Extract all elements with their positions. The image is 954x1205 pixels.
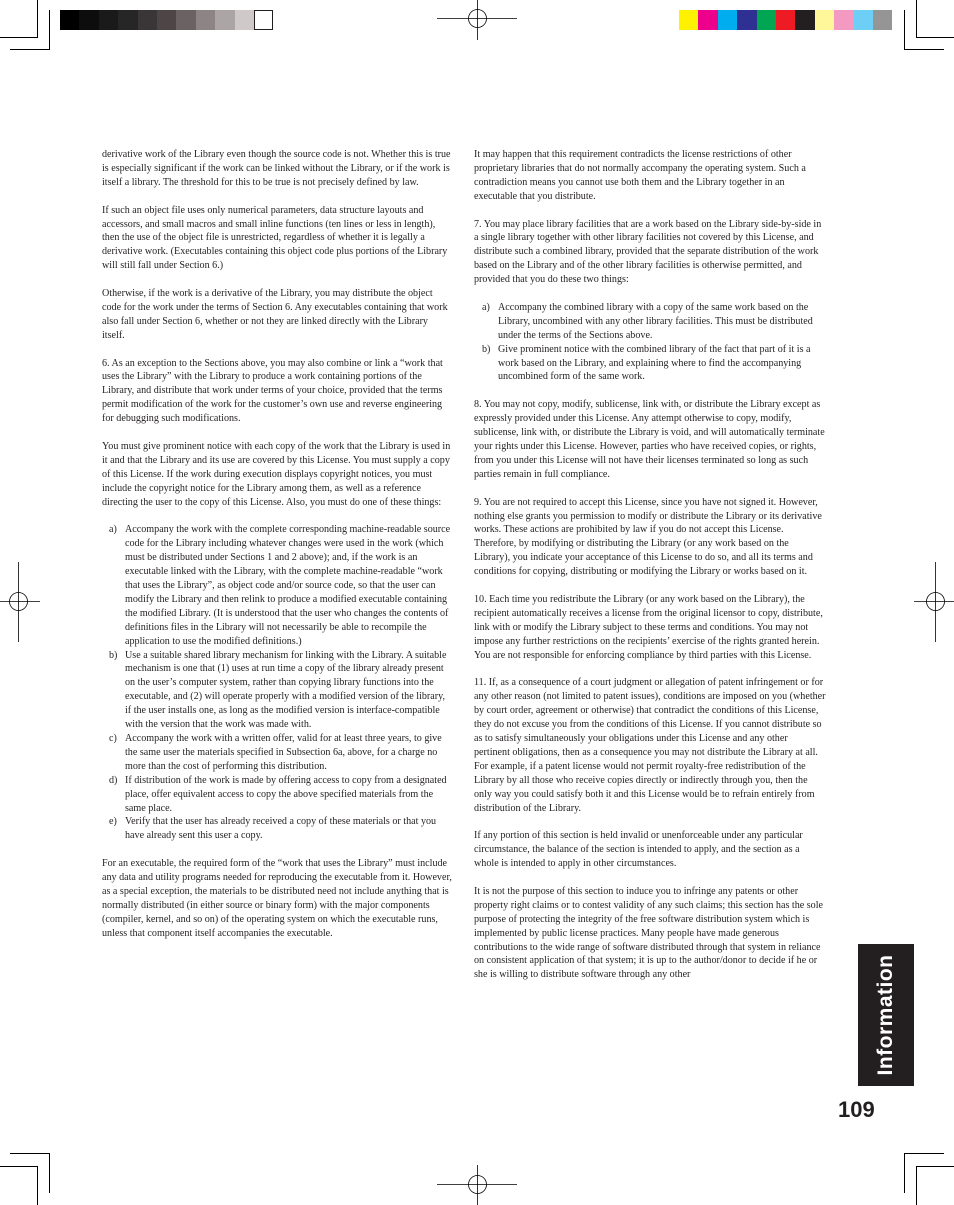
list-item — [109, 649, 452, 732]
crop-mark — [0, 37, 38, 38]
list-item — [109, 523, 452, 648]
list-item-text: Verify that the user has already received a copy of these materials or that you have already sent this user a copy. — [125, 816, 437, 842]
option-list — [474, 301, 826, 384]
paragraph: It is not the purpose of this section to induce you to infringe any patents or other property right claims or to contest validity of any such claims; this section has the sole purpose of protecting the integrity of the free software distribution system which is implemented by public license practices. Many people have made generous contributions to the wide range of software distributed through that system in reliance on consistent application of that system; it is up to the author/donor to decide if he or she is willing to distribute software through any other — [474, 885, 824, 981]
color-swatch — [795, 10, 814, 30]
crop-mark — [0, 1166, 38, 1167]
paragraph: Otherwise, if the work is a derivative of the Library, you may distribute the object code for the work under the terms of Section 6. Any executables containing that work also fall under Section 6, whether or not they are linked directly with the Library itself. — [102, 288, 448, 341]
paragraph: It may happen that this requirement contradicts the license restrictions of other proprietary libraries that do not normally accompany the operating system. Such a contradiction means you cannot use both them and the Library together in an executable that you distribute. — [474, 149, 806, 202]
color-swatch — [757, 10, 776, 30]
color-swatch — [698, 10, 717, 30]
color-calibration-bar — [679, 10, 892, 30]
grayscale-calibration-bar — [60, 10, 273, 30]
list-item-text: Accompany the work with a written offer, valid for at least three years, to give the same user the materials specified in Subsection 6a, above, for a charge no more than the cost of performing this distribution. — [125, 732, 442, 772]
paragraph: You must give prominent notice with each copy of the work that the Library is used in it and that the Library and its use are covered by this License. You must supply a copy of this License. If the work during execution displays copyright notices, you must include the copyright notice for the Library among them, as well as a reference directing the user to the copy of this License. Also, you must do one of these things: — [102, 440, 451, 508]
crop-mark — [10, 1153, 50, 1154]
color-swatch — [99, 10, 118, 30]
list-marker: a) — [482, 301, 490, 313]
list-item-text: Accompany the combined library with a copy of the same work based on the Library, uncombined with any other library facilities. This must be distributed under the terms of the Sections above. — [498, 301, 813, 341]
color-swatch — [873, 10, 892, 30]
paragraph: derivative work of the Library even though the source code is not. Whether this is true is especially significant if the work can be linked without the Library, or if the work is itself a library. The threshold for this to be true is not precisely defined by law. — [102, 149, 451, 188]
list-marker: b) — [482, 343, 491, 355]
list-item — [482, 343, 826, 385]
list-item — [109, 774, 452, 816]
paragraph: If such an object file uses only numerical parameters, data structure layouts and accessors, and small macros and small inline functions (ten lines or less in length), then the use of the object file is unrestricted, regardless of whether it is legally a derivative work. (Executables containing this object code plus portions of the Library will still fall under Section 6.) — [102, 204, 448, 272]
color-swatch — [254, 10, 273, 30]
list-marker: c) — [109, 732, 117, 744]
color-swatch — [157, 10, 176, 30]
crop-mark — [904, 1153, 905, 1193]
list-item-text: Accompany the work with the complete corresponding machine-readable source code for the Library including whatever changes were used in the work (which must be distributed under Sections 1 and 2 above); and, if the work is an executable linked with the Library, with the complete machine-readable “work that uses the Library”, as object code and/or source code, so that the user can modify the Library and then relink to produce a modified executable containing the modified Library. (It is understood that the user who changes the contents of definitions files in the Library will not necessarily be able to recompile the application to use the modified definitions.) — [125, 524, 451, 647]
color-swatch — [215, 10, 234, 30]
crop-mark — [37, 1166, 38, 1205]
color-swatch — [815, 10, 834, 30]
crop-mark — [904, 1153, 944, 1154]
color-swatch — [176, 10, 195, 30]
crop-mark — [49, 10, 50, 50]
list-item-text: Give prominent notice with the combined library of the fact that part of it is a work based on the Library, and explaining where to find the accompanying uncombined form of the same work. — [498, 343, 811, 383]
right-column — [474, 148, 826, 996]
registration-mark-icon — [914, 562, 954, 642]
color-swatch — [854, 10, 873, 30]
list-marker: b) — [109, 649, 118, 661]
section-6-paragraph: 6. As an exception to the Sections above, you may also combine or link a “work that uses the Library” with the Library to produce a work containing portions of the Library, and distribute that work under terms of your choice, provided that the terms permit modification of the work for the customer’s own use and reverse engineering for debugging such modifications. — [102, 357, 443, 425]
list-item — [482, 301, 826, 343]
color-swatch — [118, 10, 137, 30]
color-swatch — [834, 10, 853, 30]
section-tab — [858, 944, 914, 1086]
section-tab-label: Information — [874, 954, 897, 1076]
section-11-paragraph: 11. If, as a consequence of a court judgment or allegation of patent infringement or for any other reason (not limited to patent issues), conditions are imposed on you (whether by court order, agreement or otherwise) that contradict the conditions of this License, they do not excuse you from the conditions of this License. If you cannot distribute so as to satisfy simultaneously your obligations under this License and any other pertinent obligations, then as a consequence you may not distribute the Library at all. For example, if a patent license would not permit royalty-free redistribution of the Library by all those who receive copies directly or indirectly through you, then the only way you could satisfy both it and this License would be to refrain entirely from distribution of the Library. — [474, 677, 826, 814]
list-item-text: Use a suitable shared library mechanism for linking with the Library. A suitable mechanism is one that (1) uses at run time a copy of the library already present on the user’s computer system, rather than copying library functions into the executable, and (2) will operate properly with a modified version of the library, if the user installs one, as long as the modified version is interface-compatible with the version that the work was made with. — [125, 649, 447, 731]
crop-mark — [904, 49, 944, 50]
list-item-text: If distribution of the work is made by offering access to copy from a designated place, offer equivalent access to copy the above specified materials from the same place. — [125, 774, 447, 814]
list-item — [109, 815, 452, 843]
page-number: 109 — [838, 1097, 875, 1122]
color-swatch — [718, 10, 737, 30]
section-7-paragraph: 7. You may place library facilities that are a work based on the Library side-by-side in a single library together with other library facilities not covered by this License, and distribute such a combined library, provided that the separate distribution of the work based on the Library and of the other library facilities is otherwise permitted, and provided that you do these two things: — [474, 218, 822, 286]
color-swatch — [737, 10, 756, 30]
color-swatch — [196, 10, 215, 30]
color-swatch — [679, 10, 698, 30]
registration-mark-icon — [0, 562, 40, 642]
color-swatch — [79, 10, 98, 30]
crop-mark — [916, 0, 917, 38]
registration-mark-icon — [437, 1165, 517, 1205]
crop-mark — [916, 37, 954, 38]
color-swatch — [235, 10, 254, 30]
paragraph: For an executable, the required form of the “work that uses the Library” must include any data and utility programs needed for reproducing the executable from it. However, as a special exception, the materials to be distributed need not include anything that is normally distributed (in either source or binary form) with the major components (compiler, kernel, and so on) of the operating system on which the executable runs, unless that component itself accompanies the executable. — [102, 858, 452, 939]
option-list — [102, 523, 452, 843]
section-9-paragraph: 9. You are not required to accept this License, since you have not signed it. However, nothing else grants you permission to modify or distribute the Library or its derivative works. These actions are prohibited by law if you do not accept this License. Therefore, by modifying or distributing the Library (or any work based on the Library), you indicate your acceptance of this License to do so, and all its terms and conditions for copying, distributing or modifying the Library or works based on it. — [474, 496, 822, 578]
crop-mark — [916, 1166, 954, 1167]
list-marker: d) — [109, 774, 118, 786]
color-swatch — [60, 10, 79, 30]
color-swatch — [138, 10, 157, 30]
registration-mark-icon — [437, 0, 517, 40]
crop-mark — [10, 49, 50, 50]
crop-mark — [49, 1153, 50, 1193]
list-item — [109, 732, 452, 774]
crop-mark — [37, 0, 38, 38]
color-swatch — [776, 10, 795, 30]
list-marker: e) — [109, 816, 117, 828]
paragraph: If any portion of this section is held invalid or unenforceable under any particular circumstance, the balance of the section is intended to apply, and the section as a whole is intended to apply in other circumstances. — [474, 830, 803, 870]
list-marker: a) — [109, 524, 117, 536]
section-10-paragraph: 10. Each time you redistribute the Library (or any work based on the Library), the recipient automatically receives a license from the original licensor to copy, distribute, link with or modify the Library subject to these terms and conditions. You may not impose any further restrictions on the recipients’ exercise of the rights granted herein. You are not responsible for enforcing compliance by third parties with this License. — [474, 593, 823, 661]
section-8-paragraph: 8. You may not copy, modify, sublicense, link with, or distribute the Library except as expressly provided under this License. Any attempt otherwise to copy, modify, sublicense, link with, or distribute the Library is void, and will automatically terminate your rights under this License. However, parties who have received copies, or rights, from you under this License will not have their licenses terminated so long as such parties remain in full compliance. — [474, 399, 825, 480]
crop-mark — [904, 10, 905, 50]
left-column — [102, 148, 452, 954]
crop-mark — [916, 1166, 917, 1205]
